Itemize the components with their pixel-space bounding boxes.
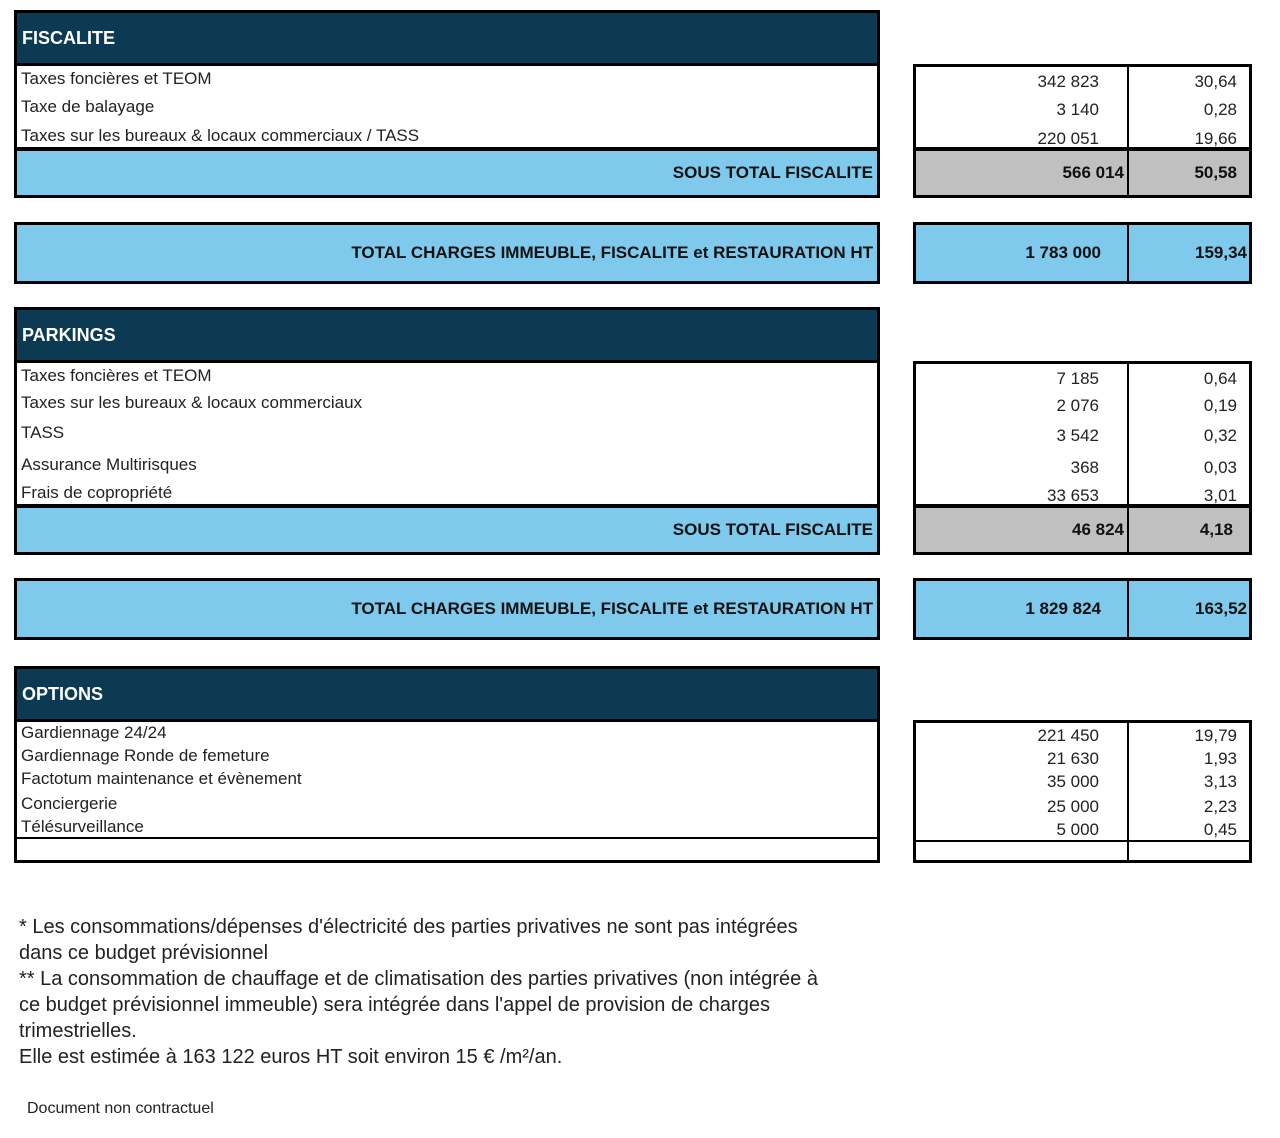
options-values — [913, 720, 1252, 863]
section-header-options — [14, 666, 880, 722]
note-line: dans ce budget prévisionnel — [19, 942, 269, 964]
item-label: Taxes sur les bureaux & locaux commerciaux / TASS — [21, 126, 420, 145]
note-line: Elle est estimée à 163 122 euros HT soit environ 15 € /m²/an. — [19, 1046, 563, 1068]
item-ratio: 0,28 — [1203, 100, 1237, 119]
item-ratio: 19,79 — [1194, 726, 1237, 745]
item-label: Gardiennage Ronde de femeture — [21, 746, 270, 765]
subtotal-ratio: 50,58 — [1194, 163, 1237, 182]
parkings-items — [14, 363, 880, 507]
total-parkings-label: TOTAL CHARGES IMMEUBLE, FISCALITE et RESTAURATION HT — [14, 578, 880, 640]
item-amount: 342 823 — [1037, 72, 1099, 91]
item-ratio: 3,01 — [1203, 486, 1237, 505]
section-title: PARKINGS — [22, 324, 116, 345]
section-header-fiscalite — [14, 10, 880, 66]
item-label: TASS — [21, 423, 65, 442]
total-fiscalite-label: TOTAL CHARGES IMMEUBLE, FISCALITE et RESTAURATION HT — [14, 222, 880, 284]
item-label: Frais de copropriété — [21, 483, 173, 502]
item-ratio: 0,19 — [1203, 396, 1237, 415]
item-amount: 5 000 — [1056, 820, 1099, 839]
parkings-values — [913, 361, 1252, 507]
note-line: trimestrielles. — [19, 1020, 137, 1042]
subtotal-amount: 46 824 — [916, 508, 1129, 552]
item-amount: 3 542 — [1056, 426, 1099, 445]
subtotal-amount: 566 014 — [916, 151, 1129, 195]
item-ratio: 19,66 — [1194, 129, 1237, 148]
item-amount: 33 653 — [1047, 486, 1099, 505]
item-label: Gardiennage 24/24 — [21, 723, 167, 742]
note-line: * Les consommations/dépenses d'électricité des parties privatives ne sont pas intégrées — [19, 916, 798, 938]
item-amount: 220 051 — [1037, 129, 1099, 148]
section-header-parkings — [14, 307, 880, 363]
item-ratio: 0,64 — [1203, 369, 1237, 388]
subtotal-parkings-values — [913, 505, 1252, 555]
total-ratio: 163,52 — [1195, 599, 1247, 618]
section-title: OPTIONS — [22, 683, 104, 704]
item-label: Taxes foncières et TEOM — [21, 366, 212, 385]
item-amount: 368 — [1070, 458, 1099, 477]
item-amount: 25 000 — [1047, 797, 1099, 816]
item-label: Conciergerie — [21, 794, 118, 813]
note-line: ** La consommation de chauffage et de climatisation des parties privatives (non intégrée à — [19, 968, 818, 990]
item-amount: 3 140 — [1056, 100, 1099, 119]
item-label: Factotum maintenance et évènement — [21, 769, 302, 788]
footer-disclaimer: Document non contractuel — [27, 1100, 214, 1117]
item-ratio: 1,93 — [1203, 749, 1237, 768]
item-label: Télésurveillance — [21, 817, 144, 836]
item-amount: 2 076 — [1056, 396, 1099, 415]
subtotal-fiscalite-label: SOUS TOTAL FISCALITE — [14, 148, 880, 198]
total-fiscalite-values — [913, 222, 1252, 284]
item-label: Taxes sur les bureaux & locaux commerciaux — [21, 393, 363, 412]
total-parkings-values — [913, 578, 1252, 640]
options-items — [14, 722, 880, 863]
fiscalite-items — [14, 66, 880, 150]
note-line: ce budget prévisionnel immeuble) sera intégrée dans l'appel de provision de charges — [19, 994, 770, 1016]
item-ratio: 30,64 — [1194, 72, 1237, 91]
item-label: Taxes foncières et TEOM — [21, 69, 212, 88]
notes — [19, 914, 919, 1070]
total-amount: 1 783 000 — [916, 225, 1129, 281]
item-ratio: 0,03 — [1203, 458, 1237, 477]
total-amount: 1 829 824 — [916, 581, 1129, 637]
item-ratio: 3,13 — [1203, 772, 1237, 791]
subtotal-parkings-label: SOUS TOTAL FISCALITE — [14, 505, 880, 555]
item-label: Assurance Multirisques — [21, 455, 197, 474]
total-ratio: 159,34 — [1195, 243, 1247, 262]
item-label: Taxe de balayage — [21, 97, 155, 116]
item-amount: 21 630 — [1047, 749, 1099, 768]
fiscalite-values — [913, 64, 1252, 150]
item-ratio: 0,45 — [1203, 820, 1237, 839]
subtotal-ratio: 4,18 — [1199, 520, 1233, 539]
item-amount: 221 450 — [1037, 726, 1099, 745]
item-ratio: 2,23 — [1203, 797, 1237, 816]
item-amount: 7 185 — [1056, 369, 1099, 388]
subtotal-fiscalite-values — [913, 148, 1252, 198]
item-amount: 35 000 — [1047, 772, 1099, 791]
section-title: FISCALITE — [22, 27, 115, 48]
item-ratio: 0,32 — [1203, 426, 1237, 445]
